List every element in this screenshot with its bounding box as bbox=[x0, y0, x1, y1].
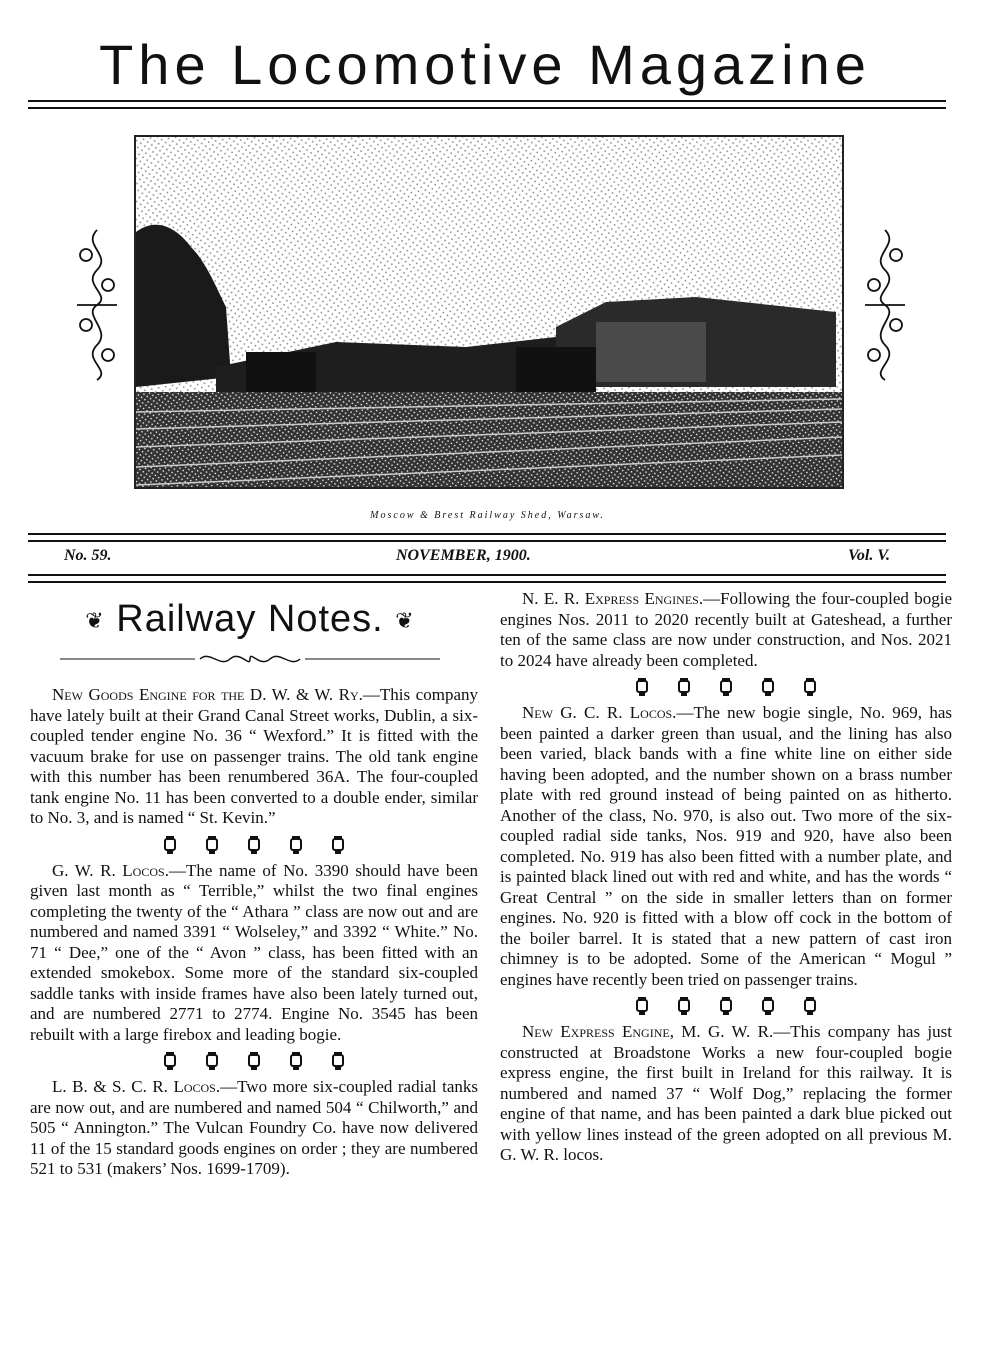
left-scroll-ornament bbox=[72, 225, 122, 385]
article-3-heading: L. B. & S. C. R. Locos. bbox=[52, 1077, 221, 1096]
lamp-separator-1 bbox=[30, 829, 478, 861]
title-flourish bbox=[60, 648, 440, 670]
lamp-icon bbox=[636, 997, 648, 1015]
lamp-icon bbox=[290, 836, 302, 854]
lamp-icon bbox=[206, 1052, 218, 1070]
article-4-heading: N. E. R. Express Engines. bbox=[522, 589, 704, 608]
article-6 bbox=[500, 1022, 952, 1166]
lamp-icon bbox=[636, 678, 648, 696]
article-2-body: —The name of No. 3390 should have been given last month as “ Terrible,” whilst the two final engines completing the twenty of the “ Athara ” class are now out and are numbered and named 3391 “ Wolseley,” and 3392 “ White.” No. 71 “ Dee,” one of the “ Avon ” class, has been fitted with an extended smokebox. Some more of the standard six-coupled saddle tanks with inside frames have also been lately turned out, and are numbered 2771 to 2774. Engine No. 3545 has been rebuilt with a large firebox and leading bogie. bbox=[30, 860, 479, 1044]
left-fleuron-icon: ❦ bbox=[85, 607, 105, 633]
right-scroll-ornament bbox=[860, 225, 910, 385]
article-1 bbox=[30, 685, 478, 829]
lamp-separator-2 bbox=[30, 1045, 478, 1077]
lamp-icon bbox=[164, 1052, 176, 1070]
lamp-icon bbox=[290, 1052, 302, 1070]
article-5-body: —The new bogie single, No. 969, has been painted a darker green than usual, and the lining has also been varied, black bands with a fine white line on either side having been adopted, and the number shown on a brass number plate with red ground instead of being painted on as hitherto. Another of the class, No. 970, is also out. Two more of the six-coupled radial side tanks, Nos. 919 and 920, have also been completed. No. 919 has also been fitted with a number plate, and is painted black lined out with red and white, and has the words “ Great Central ” on the side in smaller letters than on former engines. No. 920 is fitted with a blow off cock in the bottom of the boiler barrel. It is stated that a new pattern of cast iron chimney is to be adopted. Some of the American “ Mogul ” engines have recently been tried on passenger trains. bbox=[500, 703, 952, 989]
article-2 bbox=[30, 861, 478, 1046]
lamp-icon bbox=[206, 836, 218, 854]
railway-shed-photograph bbox=[134, 135, 844, 489]
right-fleuron-icon: ❦ bbox=[395, 607, 415, 633]
lamp-icon bbox=[678, 997, 690, 1015]
lamp-icon bbox=[164, 836, 176, 854]
issue-date: NOVEMBER, 1900. bbox=[396, 547, 531, 564]
section-title-row bbox=[30, 598, 470, 644]
issue-rule-top bbox=[28, 533, 946, 542]
right-column bbox=[500, 589, 952, 1166]
lamp-icon bbox=[720, 678, 732, 696]
article-5 bbox=[500, 703, 952, 990]
lamp-icon bbox=[720, 997, 732, 1015]
left-column bbox=[30, 685, 478, 1180]
lamp-icon bbox=[762, 678, 774, 696]
article-1-body: —This company have lately built at their Grand Canal Street works, Dublin, a six-coupled tender engine No. 36 “ Wexford.” It is fitted with the vacuum brake for use on passenger trains. The old tank engine with this number has been renumbered 36A. The four-coupled tank engine No. 11 has been converted to a double ender, similar to No. 3, and is named “ St. Kevin.” bbox=[30, 685, 478, 827]
article-6-body: —This company has just constructed at Broadstone Works a new four-coupled bogie express engine, the first built in Ireland for this railway. It is numbered and named 37 “ Wolf Dog,” replacing the former engine of that name, and has been painted a dark blue picked out with yellow lines instead of the green adopted on all previous M. G. W. R. locos. bbox=[500, 1022, 952, 1164]
issue-bar bbox=[30, 547, 948, 571]
article-3-body: —Two more six-coupled radial tanks are now out, and are numbered and named 504 “ Chilworth,” and 505 “ Annington.” The Vulcan Foundry Co. have now delivered 11 of the 15 standard goods engines on order ; they are numbered 521 to 531 (makers’ Nos. 1699-1709). bbox=[30, 1077, 478, 1178]
article-1-heading: New Goods Engine for the D. W. & W. Ry. bbox=[52, 685, 363, 704]
article-5-heading: New G. C. R. Locos. bbox=[522, 703, 677, 722]
issue-volume: Vol. V. bbox=[848, 547, 890, 564]
article-6-heading: New Express Engine, M. G. W. R. bbox=[522, 1022, 774, 1041]
section-title: Railway Notes. bbox=[116, 598, 384, 640]
lamp-icon bbox=[762, 997, 774, 1015]
article-4-body: —Following the four-coupled bogie engines Nos. 2011 to 2020 recently built at Gateshead, a further ten of the same class are now under construction, and Nos. 2021 to 2024 have already been completed. bbox=[500, 589, 952, 670]
issue-number: No. 59. bbox=[64, 547, 112, 564]
article-2-heading: G. W. R. Locos. bbox=[52, 860, 169, 880]
lamp-icon bbox=[332, 1052, 344, 1070]
article-3 bbox=[30, 1077, 478, 1180]
lamp-separator-3 bbox=[500, 671, 952, 703]
article-4 bbox=[500, 589, 952, 671]
masthead-rule bbox=[28, 100, 946, 109]
issue-rule-bottom bbox=[28, 574, 946, 583]
photo-caption: Moscow & Brest Railway Shed, Warsaw. bbox=[370, 510, 605, 521]
lamp-icon bbox=[678, 678, 690, 696]
lamp-icon bbox=[804, 678, 816, 696]
lamp-icon bbox=[248, 1052, 260, 1070]
lamp-icon bbox=[248, 836, 260, 854]
lamp-separator-4 bbox=[500, 990, 952, 1022]
masthead-title: The Locomotive Magazine bbox=[99, 33, 871, 96]
lamp-icon bbox=[332, 836, 344, 854]
lamp-icon bbox=[804, 997, 816, 1015]
